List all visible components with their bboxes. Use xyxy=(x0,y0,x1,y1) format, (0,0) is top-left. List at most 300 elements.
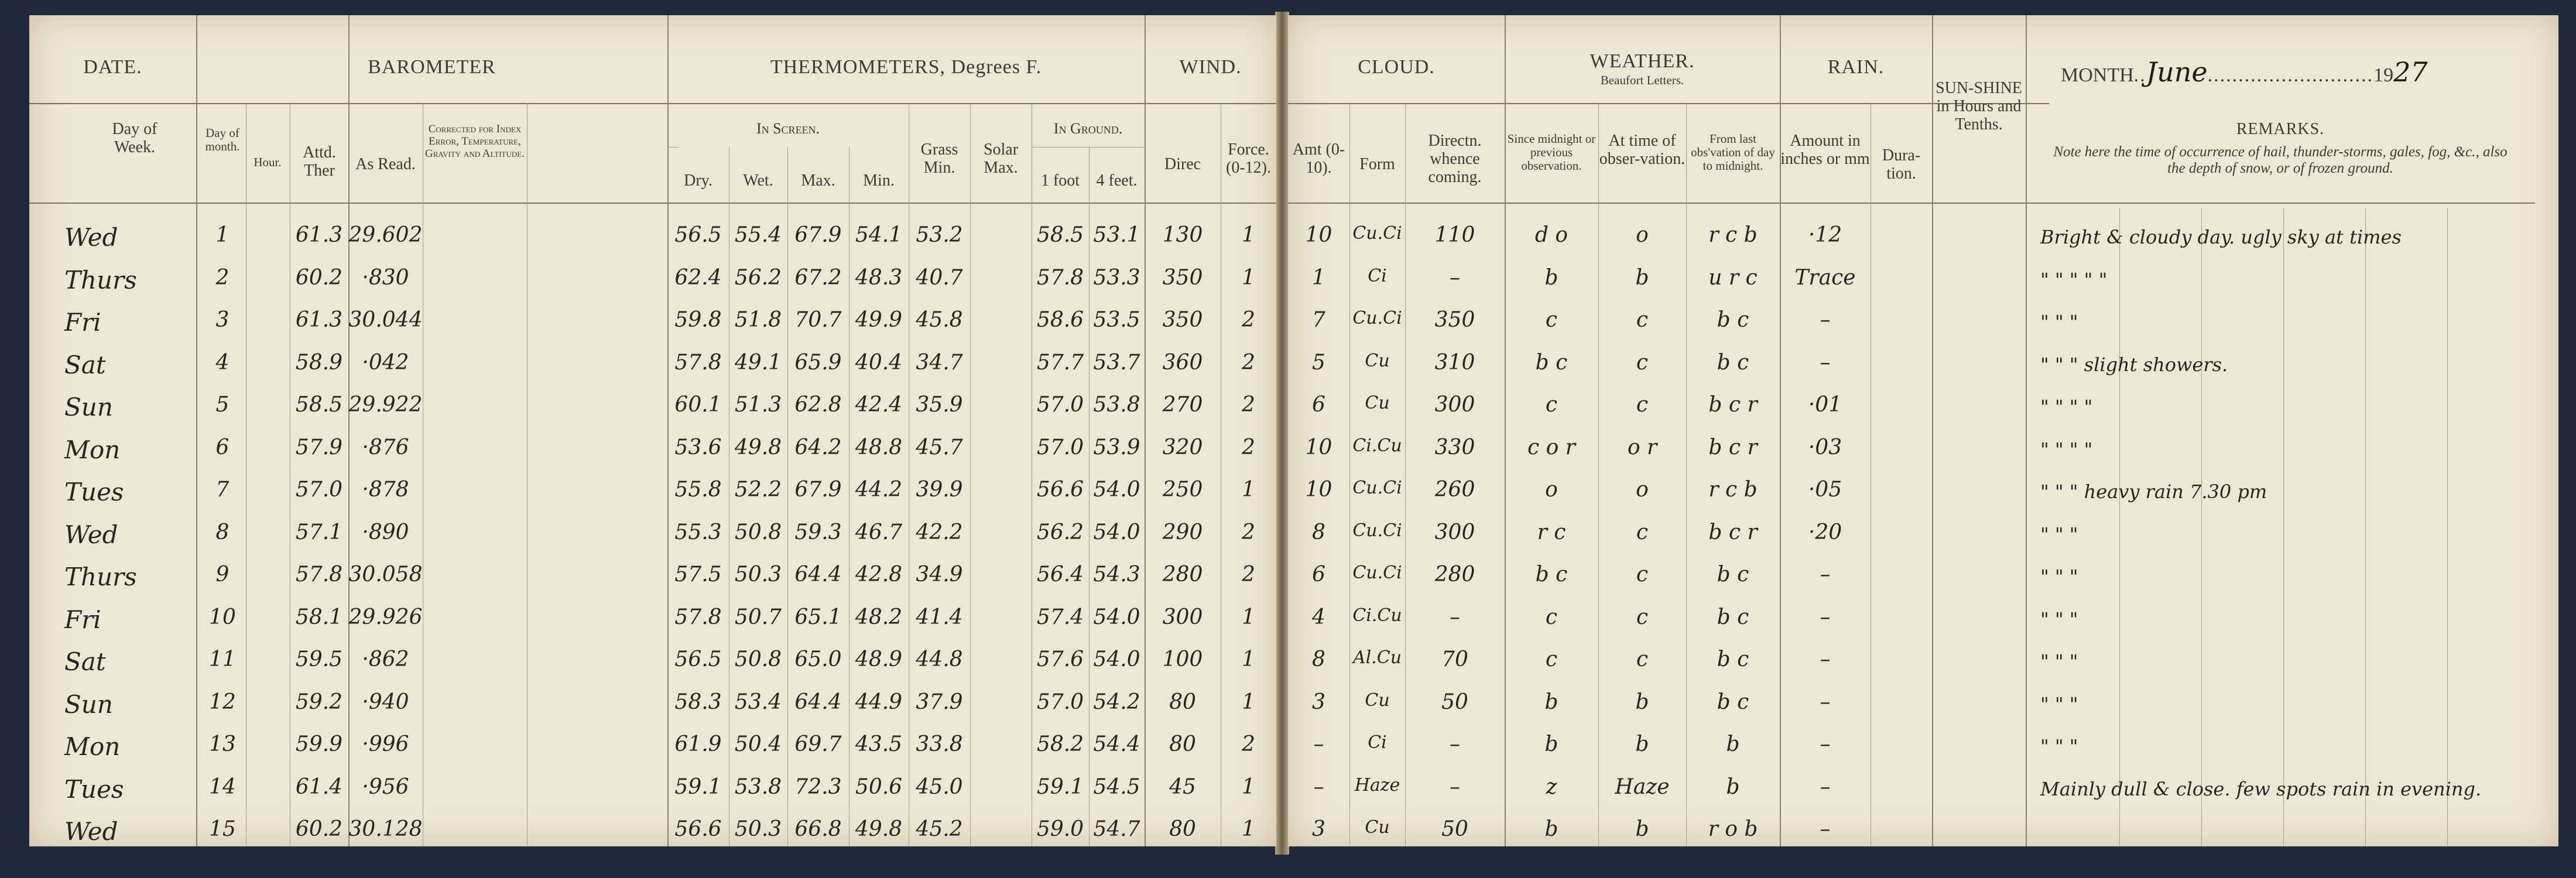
day-of-month-cell: 14 xyxy=(209,774,236,799)
remark-cell: " " " xyxy=(2040,735,2078,757)
max-temp-cell: 59.3 xyxy=(794,520,842,544)
day-of-month-header: Day of month. xyxy=(205,126,240,154)
right-ledger-page xyxy=(1288,15,2558,846)
max-temp-cell: 65.9 xyxy=(794,350,842,375)
cloud-direction-cell: 110 xyxy=(1434,223,1475,247)
cloud-direction-cell: 330 xyxy=(1434,435,1475,459)
one-foot-header: 1 foot xyxy=(1040,172,1080,190)
rain-amount-cell: – xyxy=(1820,563,1831,587)
attached-thermometer-cell: 60.2 xyxy=(295,817,343,841)
cloud-direction-cell: 350 xyxy=(1434,308,1475,332)
weather-at-cell: Haze xyxy=(1615,774,1670,799)
weather-from-cell: b c r xyxy=(1708,520,1758,544)
day-of-week-cell: Sat xyxy=(64,647,106,676)
ground-1ft-cell: 58.6 xyxy=(1036,308,1084,332)
wet-bulb-cell: 50.8 xyxy=(734,520,782,544)
weather-since-cell: b xyxy=(1544,265,1558,290)
cloud-direction-header: Directn. whence coming. xyxy=(1428,132,1482,186)
day-of-month-cell: 13 xyxy=(209,732,236,756)
remark-cell: " " " slight showers. xyxy=(2040,353,2228,376)
ground-1ft-cell: 58.5 xyxy=(1036,223,1084,247)
cloud-form-cell: Al.Cu xyxy=(1352,647,1402,668)
wind-force-cell: 1 xyxy=(1242,265,1255,290)
min-temp-cell: 48.8 xyxy=(855,435,903,459)
since-midnight-header: Since midnight or previous observation. xyxy=(1507,132,1596,173)
attached-thermometer-cell: 57.8 xyxy=(295,563,343,587)
wind-direction-cell: 280 xyxy=(1162,563,1203,587)
ground-1ft-cell: 57.0 xyxy=(1036,690,1084,714)
max-temp-cell: 64.2 xyxy=(794,435,842,459)
col-rule xyxy=(2365,208,2366,846)
cloud-form-cell: Cu.Ci xyxy=(1352,308,1402,328)
barometer-reading-cell: 29.602 xyxy=(348,223,423,247)
rain-amount-cell: ·05 xyxy=(1808,478,1842,502)
subheader-divider xyxy=(1288,203,2049,204)
barometer-reading-cell: ·996 xyxy=(362,732,409,756)
cloud-direction-cell: 280 xyxy=(1434,563,1475,587)
weather-at-cell: o xyxy=(1636,478,1649,502)
grass-min-cell: 44.8 xyxy=(916,647,963,671)
dry-bulb-cell: 55.3 xyxy=(674,520,722,544)
wind-direction-header: Direc xyxy=(1164,155,1201,173)
day-of-week-header: Day of Week. xyxy=(112,120,157,156)
min-temp-cell: 40.4 xyxy=(855,350,903,375)
wind-direction-cell: 100 xyxy=(1162,647,1203,671)
cloud-form-cell: Ci xyxy=(1368,732,1387,753)
date-group-header: DATE. xyxy=(83,56,142,78)
min-temp-cell: 48.9 xyxy=(855,647,903,671)
ground-4ft-cell: 54.5 xyxy=(1093,774,1140,799)
day-of-week-cell: Tues xyxy=(64,774,124,804)
barometer-reading-cell: ·956 xyxy=(362,774,409,799)
rain-group-header: RAIN. xyxy=(1827,56,1885,78)
day-of-month-cell: 6 xyxy=(215,435,229,459)
col-rule xyxy=(2447,208,2448,846)
dry-bulb-cell: 57.5 xyxy=(674,563,722,587)
min-temp-cell: 49.8 xyxy=(855,817,903,841)
wind-direction-cell: 250 xyxy=(1162,478,1203,502)
day-of-month-cell: 7 xyxy=(215,478,229,502)
min-header: Min. xyxy=(863,172,895,190)
grass-min-cell: 45.8 xyxy=(916,308,963,332)
dry-bulb-cell: 61.9 xyxy=(674,732,722,756)
remark-cell: " " " xyxy=(2040,523,2078,546)
wet-bulb-cell: 49.8 xyxy=(734,435,782,459)
remarks-divider xyxy=(2026,203,2535,204)
barometer-reading-cell: 29.926 xyxy=(348,605,423,629)
ground-4ft-cell: 54.0 xyxy=(1093,647,1140,671)
cloud-amount-cell: 8 xyxy=(1312,520,1325,544)
ground-1ft-cell: 57.4 xyxy=(1036,605,1084,629)
grass-min-cell: 39.9 xyxy=(916,478,963,502)
day-of-week-cell: Wed xyxy=(64,520,118,549)
day-of-month-cell: 1 xyxy=(215,223,229,247)
weather-from-cell: u r c xyxy=(1708,265,1758,290)
barometer-reading-cell: ·042 xyxy=(362,350,409,375)
rain-amount-cell: – xyxy=(1820,308,1831,332)
col-rule xyxy=(2119,208,2120,846)
dry-bulb-cell: 58.3 xyxy=(674,690,722,714)
col-rule xyxy=(667,15,669,846)
ground-4ft-cell: 54.2 xyxy=(1093,690,1140,714)
max-temp-cell: 70.7 xyxy=(794,308,842,332)
wet-bulb-cell: 50.3 xyxy=(734,563,782,587)
barometer-reading-cell: ·940 xyxy=(362,690,409,714)
wind-force-cell: 1 xyxy=(1242,647,1255,671)
thermometers-group-header: THERMOMETERS, Degrees F. xyxy=(770,56,1042,78)
dry-bulb-cell: 62.4 xyxy=(674,265,722,290)
col-rule xyxy=(970,103,971,846)
min-temp-cell: 54.1 xyxy=(855,223,903,247)
ground-1ft-cell: 58.2 xyxy=(1036,732,1084,756)
min-temp-cell: 43.5 xyxy=(855,732,903,756)
min-temp-cell: 46.7 xyxy=(855,520,903,544)
remark-cell: " " " heavy rain 7.30 pm xyxy=(2040,481,2267,503)
wind-direction-cell: 300 xyxy=(1162,605,1203,629)
day-of-month-cell: 15 xyxy=(209,817,236,841)
ground-1ft-cell: 56.6 xyxy=(1036,478,1084,502)
wind-force-cell: 1 xyxy=(1242,478,1255,502)
wind-force-cell: 2 xyxy=(1242,563,1255,587)
attached-thermometer-cell: 61.3 xyxy=(295,308,343,332)
max-header: Max. xyxy=(801,172,835,190)
weather-at-cell: c xyxy=(1636,563,1649,587)
cloud-direction-cell: – xyxy=(1450,732,1460,756)
rain-amount-cell: Trace xyxy=(1794,265,1856,290)
weather-sub-header: Beaufort Letters. xyxy=(1600,73,1684,87)
cloud-group-header: CLOUD. xyxy=(1358,56,1435,78)
barometer-reading-cell: 30.058 xyxy=(348,563,423,587)
weather-from-cell: b c xyxy=(1717,690,1749,714)
weather-from-cell: r c b xyxy=(1708,223,1758,247)
remark-cell: " " " xyxy=(2040,311,2078,333)
weather-since-cell: c o r xyxy=(1527,435,1575,459)
weather-at-cell: c xyxy=(1636,350,1649,375)
attached-thermometer-cell: 59.9 xyxy=(295,732,343,756)
col-rule xyxy=(348,15,350,846)
weather-since-cell: c xyxy=(1545,393,1558,417)
ground-1ft-cell: 56.2 xyxy=(1036,520,1084,544)
min-temp-cell: 42.4 xyxy=(855,393,903,417)
day-of-week-cell: Fri xyxy=(64,605,101,634)
weather-from-cell: b xyxy=(1726,732,1740,756)
day-of-week-cell: Mon xyxy=(64,732,121,761)
attached-thermometer-cell: 59.2 xyxy=(295,690,343,714)
day-of-week-cell: Thurs xyxy=(64,563,137,591)
attached-thermometer-cell: 58.1 xyxy=(295,605,343,629)
dry-bulb-cell: 60.1 xyxy=(674,393,722,417)
day-of-month-cell: 5 xyxy=(215,393,229,417)
wind-group-header: WIND. xyxy=(1179,56,1242,78)
remark-cell: " " " xyxy=(2040,650,2078,673)
wet-bulb-cell: 52.2 xyxy=(734,478,782,502)
weather-at-cell: b xyxy=(1635,817,1649,841)
rain-amount-cell: ·12 xyxy=(1808,223,1842,247)
weather-at-cell: c xyxy=(1636,647,1649,671)
cloud-direction-cell: 310 xyxy=(1434,350,1475,375)
weather-at-cell: b xyxy=(1635,690,1649,714)
wind-force-cell: 2 xyxy=(1242,308,1255,332)
dry-bulb-cell: 57.8 xyxy=(674,605,722,629)
remarks-header: REMARKS. xyxy=(2236,120,2325,138)
grass-min-header: Grass Min. xyxy=(920,140,958,177)
remark-cell: " " " xyxy=(2040,692,2078,715)
col-rule xyxy=(196,15,197,846)
day-of-month-cell: 4 xyxy=(215,350,229,375)
month-value: June xyxy=(2146,56,2208,88)
weather-at-cell: o xyxy=(1636,223,1649,247)
max-temp-cell: 67.9 xyxy=(794,223,842,247)
rain-amount-cell: – xyxy=(1820,732,1831,756)
day-of-week-cell: Thurs xyxy=(64,265,137,294)
weather-from-cell: b c xyxy=(1717,350,1749,375)
ground-1ft-cell: 57.0 xyxy=(1036,435,1084,459)
in-ground-rule xyxy=(1032,147,1145,148)
rain-amount-cell: – xyxy=(1820,350,1831,375)
min-temp-cell: 49.9 xyxy=(855,308,903,332)
ground-4ft-cell: 53.1 xyxy=(1093,223,1140,247)
year-value: 27 xyxy=(2393,56,2428,88)
wind-direction-cell: 270 xyxy=(1162,393,1203,417)
col-rule xyxy=(2283,208,2284,846)
rain-amount-cell: – xyxy=(1820,690,1831,714)
left-ledger-page xyxy=(29,15,1276,846)
month-label: MONTH xyxy=(2061,64,2134,86)
cloud-form-cell: Cu xyxy=(1365,817,1390,838)
max-temp-cell: 72.3 xyxy=(794,774,842,799)
remark-cell: Bright & cloudy day. ugly sky at times xyxy=(2040,226,2402,248)
barometer-reading-cell: ·830 xyxy=(362,265,409,290)
cloud-form-cell: Cu xyxy=(1365,350,1390,371)
cloud-amount-cell: 10 xyxy=(1305,223,1332,247)
attached-thermometer-cell: 57.1 xyxy=(295,520,343,544)
rain-duration-header: Dura-tion. xyxy=(1882,146,1921,183)
barometer-reading-cell: ·862 xyxy=(362,647,409,671)
weather-from-cell: b c xyxy=(1717,605,1749,629)
wind-force-cell: 2 xyxy=(1242,393,1255,417)
cloud-amount-cell: 3 xyxy=(1312,690,1325,714)
cloud-amount-cell: – xyxy=(1313,732,1324,756)
wet-bulb-cell: 50.8 xyxy=(734,647,782,671)
four-feet-header: 4 feet. xyxy=(1096,172,1138,190)
day-of-month-cell: 3 xyxy=(215,308,229,332)
wet-bulb-cell: 53.8 xyxy=(734,774,782,799)
min-temp-cell: 44.9 xyxy=(855,690,903,714)
barometer-reading-cell: 30.128 xyxy=(348,817,423,841)
rain-amount-cell: – xyxy=(1820,817,1831,841)
cloud-amount-cell: 8 xyxy=(1312,647,1325,671)
weather-since-cell: b c xyxy=(1535,563,1568,587)
attached-thermometer-cell: 57.9 xyxy=(295,435,343,459)
grass-min-cell: 45.0 xyxy=(916,774,963,799)
wind-direction-cell: 45 xyxy=(1169,774,1196,799)
ground-1ft-cell: 56.4 xyxy=(1036,563,1084,587)
weather-group-header: WEATHER. xyxy=(1590,50,1695,72)
wet-bulb-cell: 51.3 xyxy=(734,393,782,417)
weather-from-cell: r c b xyxy=(1708,478,1758,502)
in-ground-header: In Ground. xyxy=(1053,120,1123,137)
wind-force-cell: 1 xyxy=(1242,223,1255,247)
cloud-form-cell: Cu.Ci xyxy=(1352,563,1402,583)
max-temp-cell: 62.8 xyxy=(794,393,842,417)
cloud-amount-cell: 3 xyxy=(1312,817,1325,841)
at-time-header: At time of obser-vation. xyxy=(1599,132,1686,168)
rain-amount-cell: ·20 xyxy=(1808,520,1842,544)
rain-amount-cell: – xyxy=(1820,647,1831,671)
wind-force-cell: 2 xyxy=(1242,435,1255,459)
min-temp-cell: 42.8 xyxy=(855,563,903,587)
day-of-week-cell: Fri xyxy=(64,308,101,337)
in-screen-header: In Screen. xyxy=(756,120,820,137)
min-temp-cell: 48.3 xyxy=(855,265,903,290)
hour-header: Hour. xyxy=(254,155,282,169)
wind-force-cell: 1 xyxy=(1242,690,1255,714)
attached-thermometer-cell: 58.9 xyxy=(295,350,343,375)
wind-force-cell: 2 xyxy=(1242,520,1255,544)
month-line: MONTH..June...........................1927 xyxy=(2061,56,2428,88)
weather-from-cell: b c r xyxy=(1708,435,1758,459)
weather-from-cell: b xyxy=(1726,774,1740,799)
weather-since-cell: d o xyxy=(1534,223,1568,247)
weather-at-cell: c xyxy=(1636,308,1649,332)
barometer-reading-cell: ·878 xyxy=(362,478,409,502)
ground-4ft-cell: 53.7 xyxy=(1093,350,1140,375)
cloud-amount-cell: 6 xyxy=(1312,563,1325,587)
book-spine xyxy=(1275,12,1289,855)
min-temp-cell: 50.6 xyxy=(855,774,903,799)
weather-since-cell: c xyxy=(1545,647,1558,671)
dry-bulb-cell: 59.1 xyxy=(674,774,722,799)
ground-4ft-cell: 53.8 xyxy=(1093,393,1140,417)
ground-1ft-cell: 57.7 xyxy=(1036,350,1084,375)
weather-since-cell: b xyxy=(1544,817,1558,841)
ground-4ft-cell: 54.3 xyxy=(1093,563,1140,587)
max-temp-cell: 64.4 xyxy=(794,690,842,714)
wind-force-cell: 1 xyxy=(1242,774,1255,799)
cloud-direction-cell: 50 xyxy=(1441,690,1468,714)
year-prefix: 19 xyxy=(2373,64,2394,86)
wind-force-header: Force. (0-12). xyxy=(1226,140,1271,177)
cloud-form-cell: Cu.Ci xyxy=(1352,478,1402,498)
grass-min-cell: 35.9 xyxy=(916,393,963,417)
ground-4ft-cell: 54.7 xyxy=(1093,817,1140,841)
grass-min-cell: 53.2 xyxy=(916,223,963,247)
cloud-form-cell: Haze xyxy=(1354,774,1400,795)
wet-bulb-cell: 55.4 xyxy=(734,223,782,247)
day-of-week-cell: Mon xyxy=(64,435,121,464)
wind-direction-cell: 80 xyxy=(1169,732,1196,756)
remark-cell: " " " " " xyxy=(2040,268,2108,291)
wind-direction-cell: 80 xyxy=(1169,690,1196,714)
ground-4ft-cell: 53.5 xyxy=(1093,308,1140,332)
rain-amount-cell: – xyxy=(1820,774,1831,799)
day-of-month-cell: 11 xyxy=(209,647,236,671)
ground-4ft-cell: 54.0 xyxy=(1093,520,1140,544)
remark-cell: " " " xyxy=(2040,608,2078,630)
weather-since-cell: o xyxy=(1545,478,1558,502)
weather-since-cell: b c xyxy=(1535,350,1568,375)
day-of-month-cell: 9 xyxy=(215,563,229,587)
barometer-group-header: BAROMETER xyxy=(368,56,496,78)
grass-min-cell: 45.7 xyxy=(916,435,963,459)
attached-thermometer-cell: 59.5 xyxy=(295,647,343,671)
cloud-form-cell: Ci.Cu xyxy=(1352,435,1402,456)
cloud-direction-cell: 70 xyxy=(1441,647,1468,671)
day-of-month-cell: 8 xyxy=(215,520,229,544)
wet-bulb-cell: 49.1 xyxy=(734,350,782,375)
cloud-form-cell: Cu.Ci xyxy=(1352,223,1402,243)
grass-min-cell: 41.4 xyxy=(916,605,963,629)
cloud-form-cell: Cu.Ci xyxy=(1352,520,1402,541)
weather-from-cell: b c xyxy=(1717,563,1749,587)
wind-force-cell: 1 xyxy=(1242,817,1255,841)
barometer-reading-cell: ·876 xyxy=(362,435,409,459)
col-rule xyxy=(1145,15,1146,846)
weather-at-cell: b xyxy=(1635,265,1649,290)
weather-from-cell: b c r xyxy=(1708,393,1758,417)
ground-1ft-cell: 57.8 xyxy=(1036,265,1084,290)
from-last-header: From last obs'vation of day to midnight. xyxy=(1691,132,1775,173)
dry-bulb-cell: 55.8 xyxy=(674,478,722,502)
day-of-week-cell: Tues xyxy=(64,478,124,506)
cloud-form-header: Form xyxy=(1359,155,1395,173)
min-temp-cell: 48.2 xyxy=(855,605,903,629)
cloud-form-cell: Cu xyxy=(1365,393,1390,413)
max-temp-cell: 69.7 xyxy=(794,732,842,756)
cloud-direction-cell: 260 xyxy=(1434,478,1475,502)
rain-amount-cell: – xyxy=(1820,605,1831,629)
grass-min-cell: 37.9 xyxy=(916,690,963,714)
wind-force-cell: 2 xyxy=(1242,732,1255,756)
weather-at-cell: b xyxy=(1635,732,1649,756)
dry-bulb-cell: 56.5 xyxy=(674,647,722,671)
wind-direction-cell: 130 xyxy=(1162,223,1203,247)
col-rule xyxy=(2201,208,2202,846)
weather-from-cell: r o b xyxy=(1708,817,1758,841)
remark-cell: " " " " xyxy=(2040,438,2093,461)
dry-bulb-cell: 56.5 xyxy=(674,223,722,247)
ground-1ft-cell: 59.0 xyxy=(1036,817,1084,841)
remark-cell: Mainly dull & close. few spots rain in evening. xyxy=(2040,777,2482,800)
max-temp-cell: 67.9 xyxy=(794,478,842,502)
cloud-amount-cell: 7 xyxy=(1312,308,1325,332)
wet-bulb-cell: 50.7 xyxy=(734,605,782,629)
wind-direction-cell: 360 xyxy=(1162,350,1203,375)
col-rule xyxy=(2026,15,2027,846)
day-of-week-cell: Sun xyxy=(64,690,113,719)
day-of-month-cell: 12 xyxy=(209,690,236,714)
cloud-amount-cell: 10 xyxy=(1305,478,1332,502)
attached-thermometer-cell: 58.5 xyxy=(295,393,343,417)
cloud-direction-cell: – xyxy=(1450,774,1460,799)
remark-cell: " " " " xyxy=(2040,396,2093,418)
weather-at-cell: c xyxy=(1636,605,1649,629)
dry-bulb-cell: 56.6 xyxy=(674,817,722,841)
cloud-amount-cell: 1 xyxy=(1312,265,1325,290)
max-temp-cell: 65.1 xyxy=(794,605,842,629)
ground-1ft-cell: 57.6 xyxy=(1036,647,1084,671)
wind-force-cell: 1 xyxy=(1242,605,1255,629)
cloud-direction-cell: 300 xyxy=(1434,520,1475,544)
cloud-amount-header: Amt (0-10). xyxy=(1292,140,1345,177)
weather-since-cell: c xyxy=(1545,605,1558,629)
grass-min-cell: 34.9 xyxy=(916,563,963,587)
rain-amount-header: Amount in inches or mm xyxy=(1780,132,1870,168)
remark-cell: " " " xyxy=(2040,565,2078,588)
corrected-header: Corrected for Index Error, Temperature, Gravity and Altitude. xyxy=(425,123,525,160)
wind-direction-cell: 320 xyxy=(1162,435,1203,459)
cloud-amount-cell: 5 xyxy=(1312,350,1325,375)
